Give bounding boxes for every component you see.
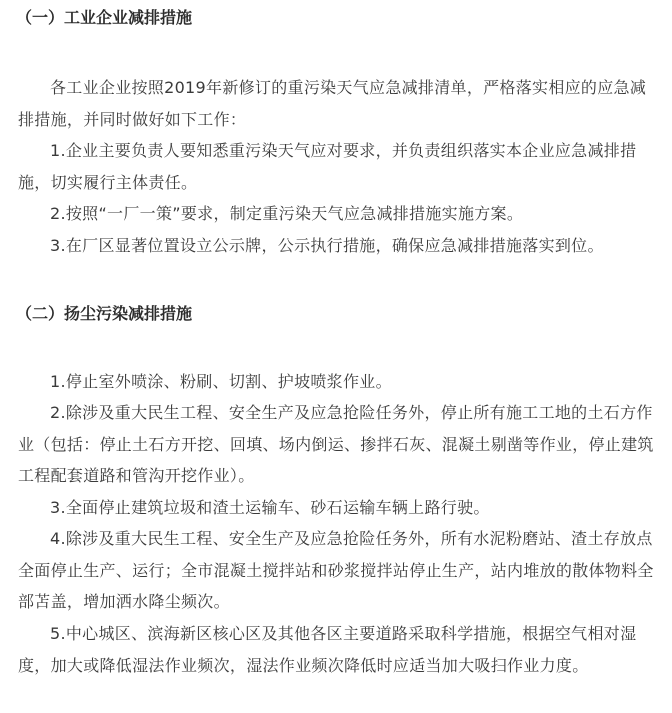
section-1-item-3: 3.在厂区显著位置设立公示牌，公示执行措施，确保应急减排措施落实到位。 (50, 236, 604, 255)
section-2-item-1: 1.停止室外喷涂、粉刷、切割、护坡喷浆作业。 (50, 372, 392, 391)
section-1-heading: （一）工业企业减排措施 (16, 8, 193, 27)
section-2-item-3: 3.全面停止建筑垃圾和渣土运输车、砂石运输车辆上路行驶。 (50, 498, 490, 517)
section-2-item-2: 2.除涉及重大民生工程、安全生产及应急抢险任务外，停止所有施工工地的土石方作业（包括：停止土石方开挖、回填、场内倒运、掺拌石灰、混凝土剔凿等作业，停止建筑工程配套道路和管沟开挖作业）。 (18, 403, 654, 485)
section-1-item-2: 2.按照“一厂一策”要求，制定重污染天气应急减排措施实施方案。 (50, 204, 524, 223)
section-2-heading: （二）扬尘污染减排措施 (16, 304, 193, 323)
section-1-intro: 各工业企业按照2019年新修订的重污染天气应急减排清单，严格落实相应的应急减排措施，并同时做好如下工作： (18, 78, 647, 129)
section-2-item-5: 5.中心城区、滨海新区核心区及其他各区主要道路采取科学措施，根据空气相对湿度，加大或降低湿法作业频次，湿法作业频次降低时应适当加大吸扫作业力度。 (18, 624, 637, 675)
section-2-item-4: 4.除涉及重大民生工程、安全生产及应急抢险任务外，所有水泥粉磨站、渣土存放点全面停止生产、运行；全市混凝土搅拌站和砂浆搅拌站停止生产，站内堆放的散体物料全部苫盖，增加洒水降尘频次。 (18, 529, 654, 611)
section-1-item-1: 1.企业主要负责人要知悉重污染天气应对要求，并负责组织落实本企业应急减排措施，切实履行主体责任。 (18, 141, 637, 192)
